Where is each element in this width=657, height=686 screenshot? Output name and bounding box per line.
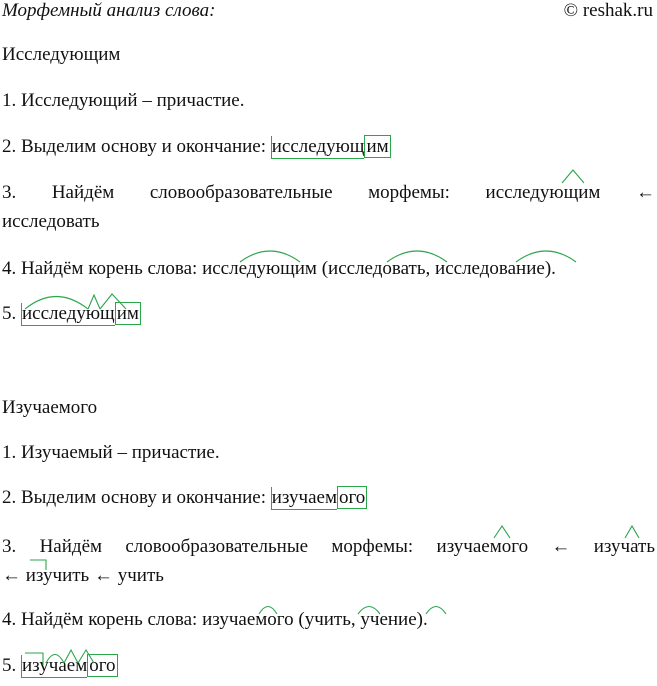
- stem-mark: изучаем: [271, 487, 337, 508]
- stem-mark: исследующ: [271, 136, 365, 157]
- analysis-step-2: 2. Выделим основу и окончание: исследующ им: [2, 136, 389, 157]
- ending-mark: ого: [338, 487, 366, 508]
- analysis-step-2: 2. Выделим основу и окончание: изучаем ого: [2, 487, 366, 508]
- analysis-step-4: 4. Найдём корень слова: изучаемого (учить, учение).: [2, 609, 428, 630]
- analysis-step-3: 3. Найдём словообразовательные морфемы: изучаемого ← изучать: [2, 536, 655, 557]
- page-title: Морфемный анализ слова:: [2, 0, 216, 21]
- analysis-step-4: 4. Найдём корень слова: исследующим (исследовать, исследование).: [2, 258, 556, 279]
- ending-mark: им: [116, 303, 139, 324]
- site-credit: © reshak.ru: [563, 0, 653, 21]
- ending-mark: ого: [89, 655, 116, 676]
- stem-mark: изучаем: [22, 655, 88, 676]
- analysis-step-5: 5. изучаем ого: [2, 655, 116, 676]
- stem-mark: исследующ: [22, 303, 115, 324]
- root-arc: [426, 607, 446, 615]
- analysis-step-3-cont: исследовать: [2, 211, 100, 232]
- analysis-step-5: 5. исследующ им: [2, 303, 139, 324]
- analysis-step-3-cont: ← изучить ← учить: [2, 565, 164, 586]
- section-word-heading: Изучаемого: [2, 397, 98, 418]
- analysis-step-1: 1. Исследующий – причастие.: [2, 90, 245, 111]
- analysis-step-3: 3. Найдём словообразовательные морфемы: исследующим ←: [2, 182, 655, 203]
- ending-mark: им: [366, 136, 389, 157]
- section-word-heading: Исследующим: [2, 44, 121, 65]
- analysis-step-1: 1. Изучаемый – причастие.: [2, 442, 220, 463]
